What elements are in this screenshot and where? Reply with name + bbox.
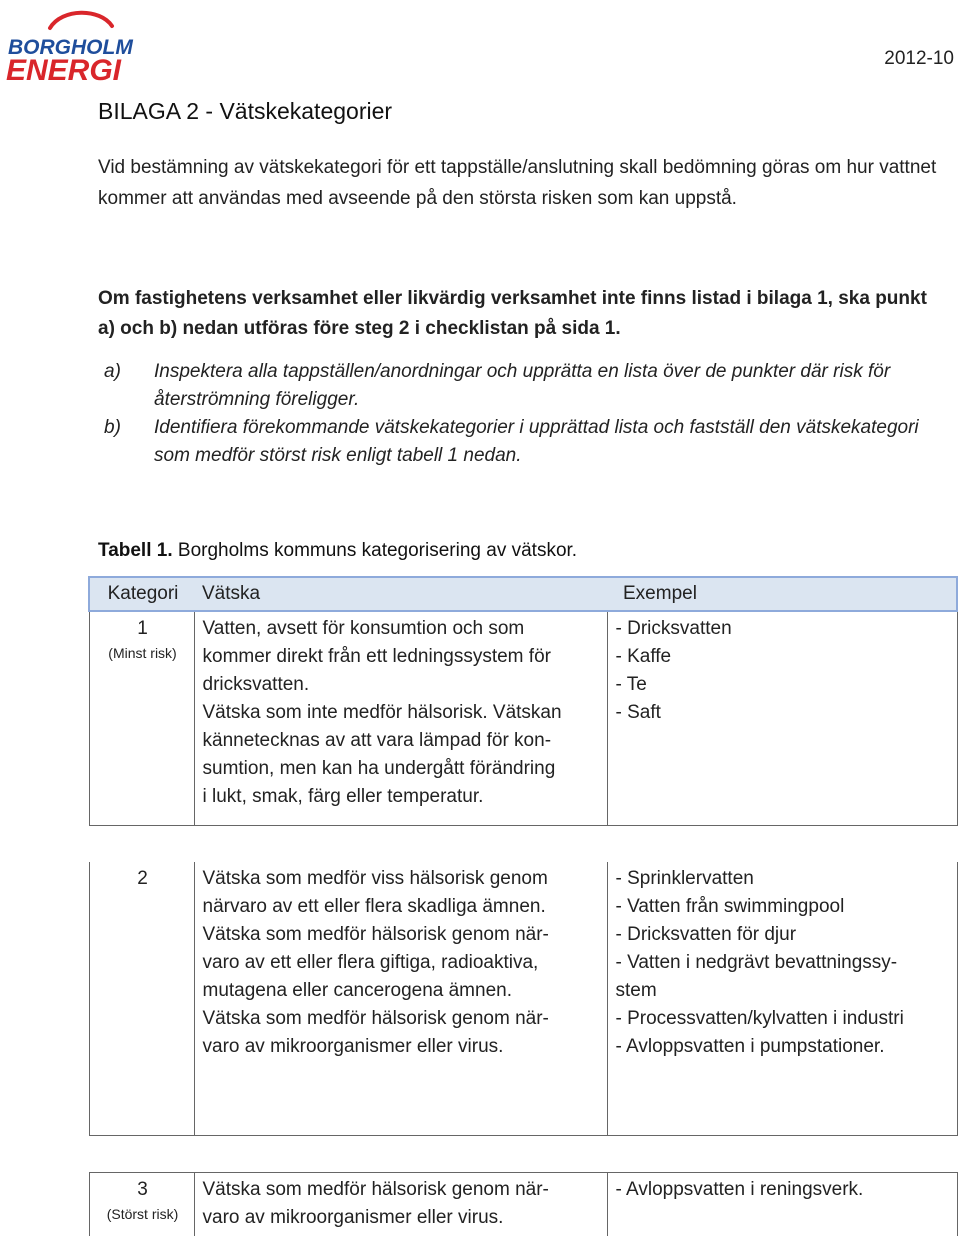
intro-paragraph: Vid bestämning av vätskekategori för ett tappställe/anslutning skall bedömning göras om hur vattnet kommer att användas med avseende på den största risken som kan uppstå.: [98, 152, 938, 214]
liquid-description: [194, 611, 607, 826]
description-line: sumtion, men kan ha undergått förändring: [203, 755, 601, 783]
category-cell: [89, 611, 194, 826]
description-line: varo av ett eller flera giftiga, radioaktiva,: [203, 949, 601, 977]
step-list: [98, 358, 948, 470]
description-line: i lukt, smak, färg eller temperatur.: [203, 783, 601, 811]
example-item: - Sprinklervatten: [616, 865, 951, 893]
header-kategori: Kategori: [89, 577, 194, 611]
example-item: - Vatten i nedgrävt bevattningssy-: [616, 949, 951, 977]
description-line: Vatten, avsett för konsumtion och som: [203, 615, 601, 643]
table-row: [89, 1173, 957, 1236]
step-marker: a): [104, 358, 121, 386]
logo-line1: BORGHOLM: [8, 36, 133, 59]
liquid-category-table: [88, 576, 958, 1236]
example-item: - Processvatten/kylvatten i industri: [616, 1005, 951, 1033]
examples-cell: [607, 611, 957, 826]
example-item: - Te: [616, 671, 951, 699]
example-item: - Kaffe: [616, 643, 951, 671]
category-risk-note: (Störst risk): [98, 1204, 188, 1224]
company-logo: [4, 4, 136, 84]
example-item: - Dricksvatten för djur: [616, 921, 951, 949]
example-item: - Saft: [616, 699, 951, 727]
table-spacer: [89, 826, 957, 863]
step-item-a: [98, 358, 948, 414]
example-item: - Dricksvatten: [616, 615, 951, 643]
logo-arc-icon: [50, 13, 112, 28]
example-item: - Avloppsvatten i pumpstationer.: [616, 1033, 951, 1061]
step-text: Identifiera förekommande vätskekategorier i upprättad lista och fastställ den vätskekategori som medför störst risk enligt tabell 1 nedan.: [154, 417, 919, 466]
description-line: mutagena eller cancerogena ämnen.: [203, 977, 601, 1005]
description-line: Vätska som inte medför hälsorisk. Vätskan: [203, 699, 601, 727]
description-line: Vätska som medför hälsorisk genom när-: [203, 1005, 601, 1033]
table-header-row: [89, 577, 957, 611]
table-row: [89, 611, 957, 826]
description-line: Vätska som medför viss hälsorisk genom: [203, 865, 601, 893]
category-number: 2: [98, 865, 188, 893]
category-cell: [89, 1173, 194, 1236]
step-text: Inspektera alla tappställen/anordningar och upprätta en lista över de punkter där risk för återströmning föreligger.: [154, 361, 890, 410]
description-line: kommer direkt från ett ledningssystem för: [203, 643, 601, 671]
table-caption-label: Tabell 1.: [98, 540, 173, 561]
logo-graphic: [4, 4, 136, 84]
page-title: BILAGA 2 - Vätskekategorier: [98, 98, 392, 125]
liquid-description: [194, 862, 607, 1136]
table-caption-text: Borgholms kommuns kategorisering av vätskor.: [178, 540, 577, 561]
step-marker: b): [104, 414, 121, 442]
logo-line2: ENERGI: [6, 54, 122, 84]
table-row: [89, 862, 957, 1136]
instruction-paragraph: Om fastighetens verksamhet eller likvärdig verksamhet inte finns listad i bilaga 1, ska punkt a) och b) nedan utföras före steg 2 i checklistan på sida 1.: [98, 284, 938, 344]
spacer-cell: [89, 826, 957, 863]
example-item: stem: [616, 977, 951, 1005]
description-line: kännetecknas av att vara lämpad för kon-: [203, 727, 601, 755]
description-line: varo av mikroorganismer eller virus.: [203, 1033, 601, 1061]
example-item: - Vatten från swimmingpool: [616, 893, 951, 921]
category-number: 1: [98, 615, 188, 643]
example-item: - Avloppsvatten i reningsverk.: [616, 1176, 951, 1204]
description-line: närvaro av ett eller flera skadliga ämnen.: [203, 893, 601, 921]
header-vatska: Vätska: [194, 577, 607, 611]
description-line: dricksvatten.: [203, 671, 601, 699]
examples-cell: [607, 862, 957, 1136]
header-exempel: Exempel: [607, 577, 957, 611]
category-number: 3: [98, 1176, 188, 1204]
liquid-description: [194, 1173, 607, 1236]
category-cell: [89, 862, 194, 1136]
category-risk-note: (Minst risk): [98, 643, 188, 663]
table-caption: [98, 540, 577, 562]
examples-cell: [607, 1173, 957, 1236]
description-line: Vätska som medför hälsorisk genom när-: [203, 921, 601, 949]
description-line: varo av mikroorganismer eller virus.: [203, 1204, 601, 1232]
description-line: Vätska som medför hälsorisk genom när-: [203, 1176, 601, 1204]
step-item-b: [98, 414, 948, 470]
document-date: 2012-10: [884, 48, 954, 70]
